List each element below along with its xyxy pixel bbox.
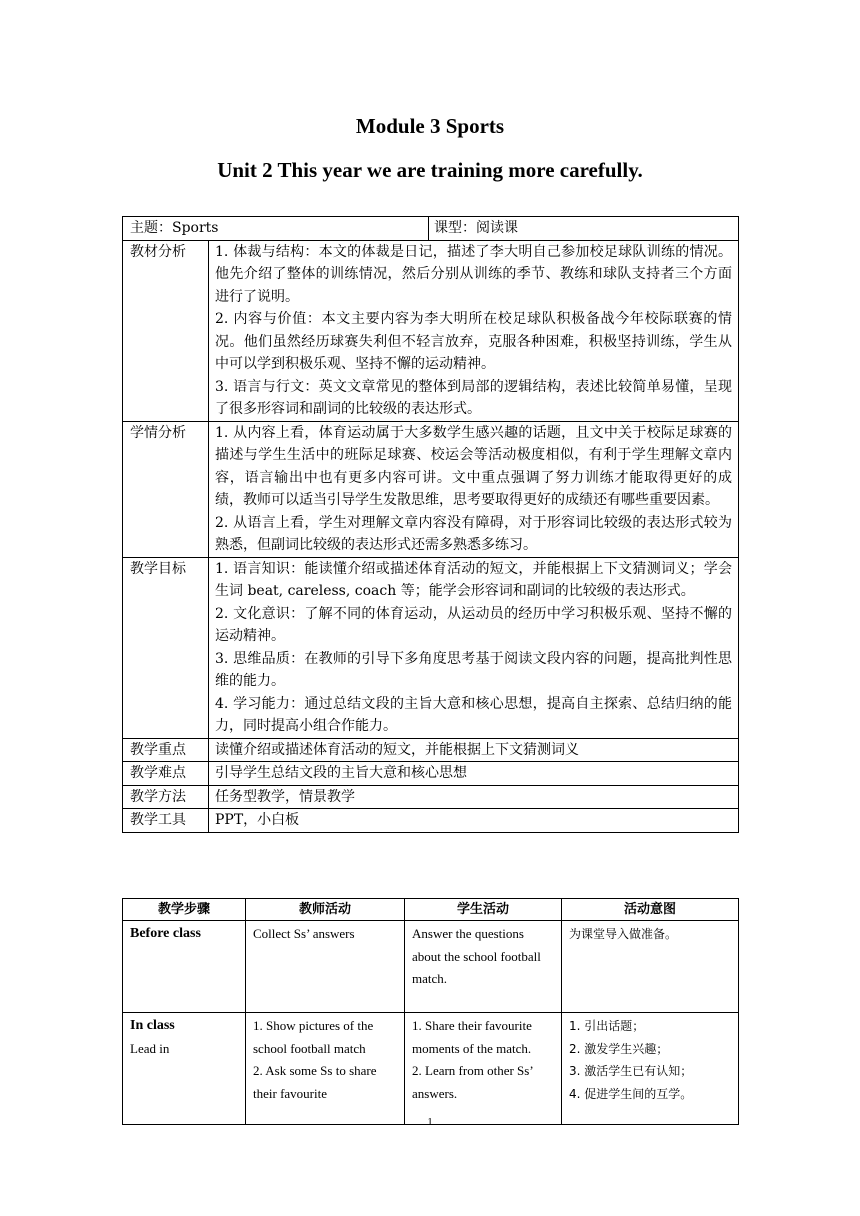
step-title: In class — [130, 1018, 175, 1033]
paragraph: 3. 思维品质：在教师的引导下多角度思考基于阅读文段内容的问题，提高批判性思维的能力。 — [215, 650, 733, 689]
teacher-activity-cell — [246, 921, 405, 1013]
tools-row — [123, 809, 739, 833]
step-cell — [123, 1013, 246, 1125]
step-cell — [123, 921, 246, 1013]
activity-line: 1. Show pictures of the school football match — [253, 1018, 374, 1056]
student-activity-cell — [405, 1013, 562, 1125]
step-subtitle: Lead in — [130, 1040, 170, 1056]
lesson-type-cell: 课型：阅读课 — [429, 217, 739, 241]
student-analysis-content — [209, 421, 739, 557]
table-row — [123, 921, 739, 1013]
row-value: 读懂介绍或描述体育活动的短文，并能根据上下文猜测词义 — [209, 738, 739, 762]
paragraph: 2. 内容与价值：本文主要内容为李大明所在校足球队积极备战今年校际联赛的情况。他们虽然经历球赛失利但不轻言放弃，克服各种困难，积极坚持训练，学生从中可以学到积极乐观、坚持不懈的运动精神。 — [215, 311, 733, 372]
activity-line: 2. Ask some Ss to share their favourite — [253, 1063, 377, 1101]
intent-line: 4. 促进学生间的互学。 — [569, 1086, 693, 1101]
activity-line: 1. Share their favourite moments of the match. — [412, 1018, 532, 1056]
intent-line: 1. 引出话题； — [569, 1019, 645, 1033]
student-analysis-row — [123, 421, 739, 557]
intent-line: 3. 激活学生已有认知； — [569, 1064, 693, 1078]
page-title: Module 3 Sports — [355, 114, 505, 138]
row-label: 教材分析 — [123, 240, 209, 421]
difficulties-row — [123, 762, 739, 786]
row-label: 教学工具 — [123, 809, 209, 833]
paragraph: 4. 学习能力：通过总结文段的主旨大意和核心思想，提高自主探索、总结归纳的能力，同时提高小组合作能力。 — [215, 695, 733, 734]
page-subtitle: Unit 2 This year we are training more carefully. — [217, 158, 643, 182]
intent-line: 为课堂导入做准备。 — [569, 927, 678, 941]
row-value: 引导学生总结文段的主旨大意和核心思想 — [209, 762, 739, 786]
page-number: 1 — [427, 1116, 433, 1128]
intent-line: 2. 激发学生兴趣； — [569, 1041, 669, 1056]
row-label: 教学重点 — [123, 738, 209, 762]
column-header: 教学步骤 — [123, 899, 246, 921]
row-label: 教学目标 — [123, 557, 209, 738]
textbook-analysis-row — [123, 240, 739, 421]
table-row — [123, 1013, 739, 1125]
step-title: Before class — [130, 926, 201, 941]
lesson-info-table — [122, 216, 739, 833]
teaching-objectives-row — [123, 557, 739, 738]
steps-header-row — [123, 899, 739, 921]
paragraph: 2. 文化意识：了解不同的体育运动，从运动员的经历中学习积极乐观、坚持不懈的运动精神。 — [215, 605, 733, 644]
key-points-row — [123, 738, 739, 762]
column-header: 教师活动 — [246, 899, 405, 921]
student-activity-cell — [405, 921, 562, 1013]
teacher-activity-cell — [246, 1013, 405, 1125]
row-label: 学情分析 — [123, 421, 209, 557]
paragraph: 2. 从语言上看，学生对理解文章内容没有障碍，对于形容词比较级的表达形式较为熟悉，但副词比较级的表达形式还需多熟悉多练习。 — [215, 514, 733, 553]
activity-line: 2. Learn from other Ss’ answers. — [412, 1063, 533, 1101]
row-value: 任务型教学，情景教学 — [209, 785, 739, 809]
column-header: 学生活动 — [405, 899, 562, 921]
activity-line: Answer the questions about the school football match. — [412, 926, 541, 986]
row-label: 教学难点 — [123, 762, 209, 786]
activity-line: Collect Ss’ answers — [253, 926, 355, 941]
paragraph: 1. 体裁与结构：本文的体裁是日记，描述了李大明自己参加校足球队训练的情况。他先介绍了整体的训练情况，然后分别从训练的季节、教练和球队支持者三个方面进行了说明。 — [215, 243, 733, 305]
paragraph: 1. 语言知识：能读懂介绍或描述体育活动的短文，并能根据上下文猜测词义；学会生词 beat, careless, coach 等；能学会形容词和副词的比较级的表达形式。 — [215, 560, 733, 599]
teaching-steps-table — [122, 898, 739, 1125]
textbook-analysis-content — [209, 240, 739, 421]
topic-row — [123, 217, 739, 241]
topic-cell: 主题：Sports — [123, 217, 429, 241]
intent-cell — [562, 921, 739, 1013]
column-header: 活动意图 — [562, 899, 739, 921]
row-label: 教学方法 — [123, 785, 209, 809]
paragraph: 1. 从内容上看，体育运动属于大多数学生感兴趣的话题，且文中关于校际足球赛的描述与学生生活中的班际足球赛、校运会等活动极度相似，有利于学生理解文章内容，语言输出中也有更多内容可讲。文中重点强调了努力训练才能取得更好的成绩，教师可以适当引导学生发散思维，思考要取得更好的成绩还有哪些重要因素。 — [215, 424, 733, 508]
teaching-objectives-content — [209, 557, 739, 738]
intent-cell — [562, 1013, 739, 1125]
paragraph: 3. 语言与行文：英文文章常见的整体到局部的逻辑结构，表述比较简单易懂，呈现了很多形容词和副词的比较级的表达形式。 — [215, 378, 733, 417]
row-value: PPT，小白板 — [209, 809, 739, 833]
methods-row — [123, 785, 739, 809]
